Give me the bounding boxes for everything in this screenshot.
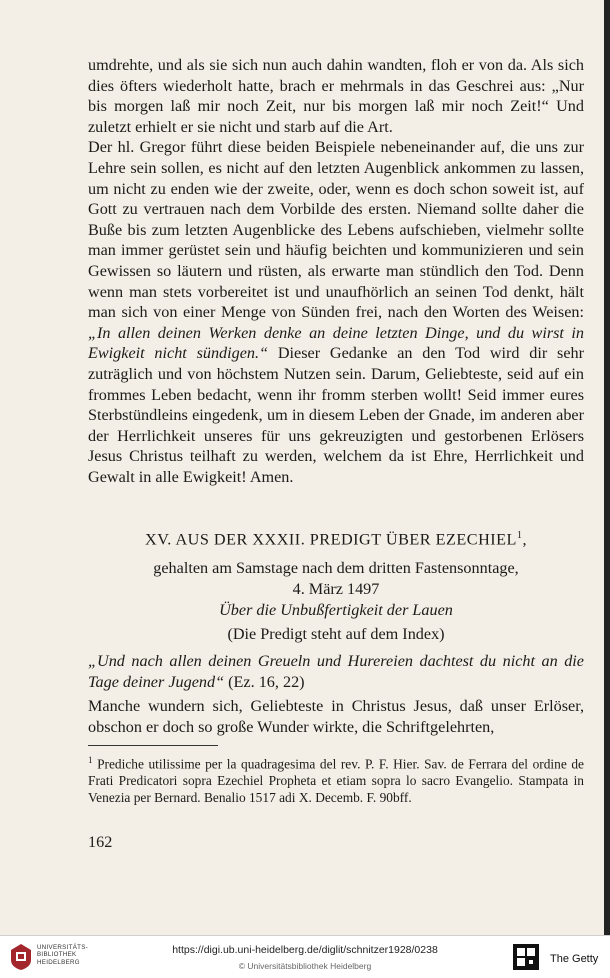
section-note: (Die Predigt steht auf dem Index) bbox=[227, 625, 445, 643]
footnote-text: Prediche utilissime per la quadragesima del rev. P. F. Hier. Sav. de Ferrara del ordine de Frati Predicatori sopra Ezechiel Propheta et etiam sopra lo sacro Evangelio. Stampata in Venezia per Bernard. Benalio 1517 adi X. Decemb. F. 90bff. bbox=[88, 756, 584, 806]
section-title: Über die Unbußfertigkeit der Lauen bbox=[219, 601, 453, 619]
chapter-subtitle: gehalten am Samstage nach dem dritten Fastensonntage, bbox=[153, 559, 519, 578]
library-name: UNIVERSITÄTS- BIBLIOTHEK HEIDELBERG bbox=[37, 944, 88, 966]
scripture-quote bbox=[88, 651, 584, 692]
paragraph-text: Dieser Gedanke an den Tod wird dir sehr zuträglich und von höchstem Nutzen sein. Darum, Geliebteste, seid auf ein frommes Leben bedacht, wenn ihr fromm sterben wollt! Seid immer eures Sterbstündleins eingedenk, um in diesem Leben der Gnade, im anderen aber der Herrlichkeit unseres für uns gekreuzigten und gestorbenen Erlösers Jesus Christus teilhaft zu werden, welchem da ist Ehre, Herrlichkeit und Gewalt in alle Ewigkeit! Amen. bbox=[88, 344, 585, 486]
viewer-footer bbox=[0, 935, 610, 978]
paragraph: umdrehte, und als sie sich nun auch dahin wandten, floh er von da. Als sich dies öfters wiederholt hatte, brach er mehrmals in das Geschrei aus: „Nur bis morgen laß mir noch Zeit, nur bis morgen laß mir noch Zeit!“ Und zuletzt erhielt er sie nicht und starb auf die Art. bbox=[88, 56, 584, 136]
partner-name: The Getty bbox=[550, 953, 599, 965]
footnote-divider bbox=[88, 745, 218, 746]
body-text bbox=[88, 55, 584, 487]
paragraph-text: Der hl. Gregor führt diese beiden Beispiele nebeneinander auf, die uns zur Lehre sein sollen, es nicht auf den letzten Augenblick ankommen zu lassen, um nicht zu enden wie der zweite, oder, wenn es doch schon soweit ist, auf Gott zu vertrauen nach dem Vorbilde des ersten. Niemand sollte daher die Buße bis zum letzten Augenblicke des Lebens aufschieben, vielmehr sollte man immer gerüstet sein und häufig beichten und kommunizieren und sein Gewissen so läutern und rüsten, als erwarte man stündlich den Tod. Denn wenn man stets vorbereitet ist und unaufhörlich an seinen Tod denkt, hält man sich von einer Menge von Sünden frei, nach den Worten des Weisen: bbox=[88, 138, 584, 322]
chapter-title: XV. AUS DER XXXII. PREDIGT ÜBER EZECHIEL$^1$, bbox=[145, 530, 527, 549]
footnote bbox=[88, 752, 584, 807]
footnote-number: 1 bbox=[88, 755, 93, 765]
quote-text: „Und nach allen deinen Greueln und Hurereien dachtest du nicht an die Tage deiner Jugend“ bbox=[88, 652, 584, 691]
page-url-link[interactable]: https://digi.ub.uni-heidelberg.de/diglit/schnitzer1928/0238 bbox=[172, 944, 438, 956]
footnote-marker[interactable]: 1 bbox=[516, 530, 523, 541]
sermon-text: Manche wundern sich, Geliebteste in Christus Jesus, daß unser Erlöser, obschon er doch so große Wunder wirkte, die Schriftgelehrten, bbox=[88, 697, 584, 736]
copyright-notice: © Universitätsbibliothek Heidelberg bbox=[238, 961, 372, 971]
chapter-date: 4. März 1497 bbox=[292, 580, 380, 599]
quote-reference: (Ez. 16, 22) bbox=[228, 672, 305, 691]
page-number: 162 bbox=[88, 833, 113, 851]
chapter-heading bbox=[88, 525, 584, 600]
paragraph bbox=[88, 137, 584, 487]
weisen-quote: „In allen deinen Werken denke an deine letzten Dinge, und du wirst in Ewigkeit nicht sündigen.“ bbox=[88, 323, 584, 363]
getty-logo-icon[interactable] bbox=[512, 943, 540, 971]
section-heading bbox=[88, 600, 584, 645]
